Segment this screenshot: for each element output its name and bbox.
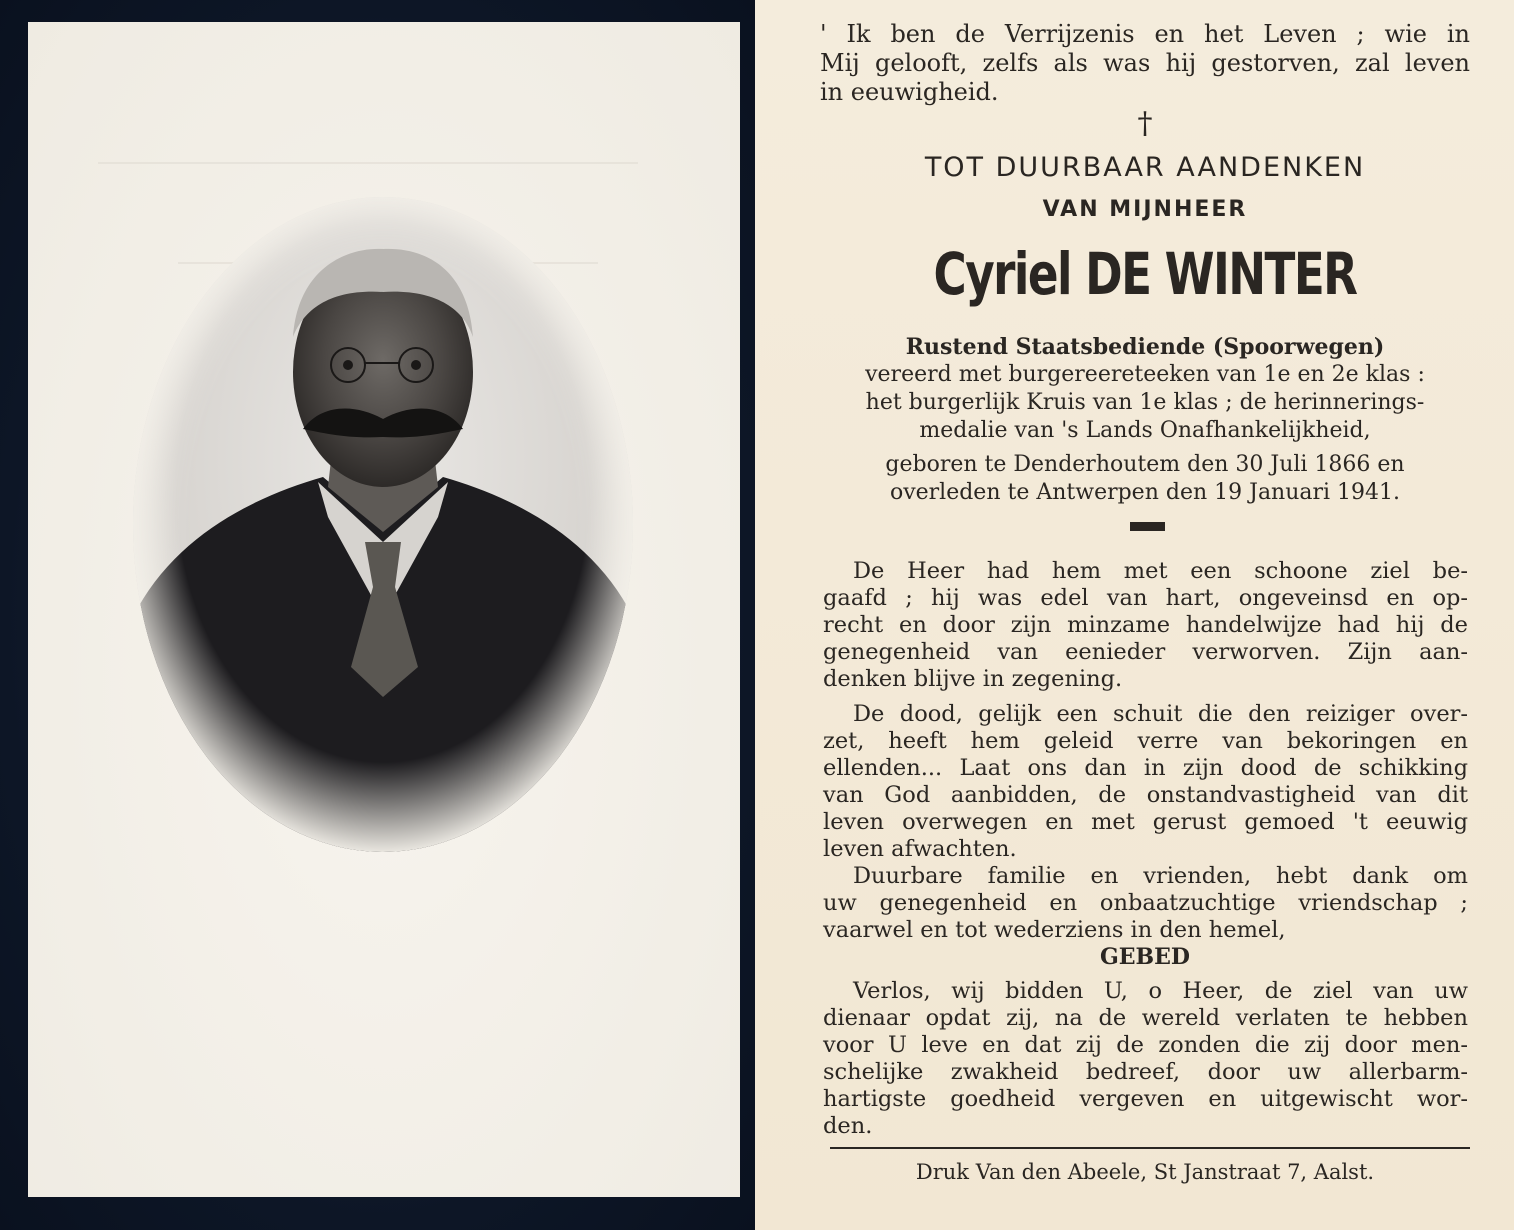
scripture-verse-line: ' Ik ben de Verrijzenis en het Leven ; wie in: [820, 20, 1470, 48]
prayer-title: GEBED: [1100, 944, 1190, 970]
honours-line: medalie van 's Lands Onafhankelijkheid,: [919, 418, 1371, 443]
honours-line: het burgerlijk Kruis van 1e klas ; de herinnerings-: [865, 390, 1425, 415]
honours-line: vereerd met burgereereteeken van 1e en 2e klas :: [865, 362, 1425, 387]
reflection-line: zet, heeft hem geleid verre van bekoringen en: [823, 728, 1468, 754]
reflection-line: van God aanbidden, de onstandvastigheid van dit: [823, 782, 1468, 808]
reflection-line: leven overwegen en met gerust gemoed 't eeuwig: [823, 809, 1468, 835]
scripture-verse-line: in eeuwigheid.: [820, 78, 999, 106]
show-through-line: [98, 162, 638, 164]
portrait-illustration: [133, 197, 633, 852]
tribute-line: recht en door zijn minzame handelwijze had hij de: [823, 612, 1468, 638]
portrait-photo: [133, 197, 633, 852]
deceased-name: Cyriel DE WINTER: [933, 240, 1357, 308]
farewell-line: Duurbare familie en vrienden, hebt dank om: [853, 863, 1468, 889]
reflection-line: ellenden... Laat ons dan in zijn dood de schikking: [823, 755, 1468, 781]
birth-line: geboren te Denderhoutem den 30 Juli 1866 en: [885, 452, 1405, 477]
prayer-line: dienaar opdat zij, na de wereld verlaten te hebben: [823, 1005, 1468, 1031]
printer-credit: Druk Van den Abeele, St Janstraat 7, Aalst.: [915, 1160, 1375, 1184]
memorial-text-card: [755, 0, 1514, 1230]
prayer-line: schelijke zwakheid bedreef, door uw allerbarm-: [823, 1059, 1468, 1085]
farewell-line: uw genegenheid en onbaatzuchtige vriendschap ;: [823, 890, 1468, 916]
prayer-line: den.: [823, 1113, 873, 1139]
photo-card: [28, 22, 740, 1197]
tribute-line: denken blijve in zegening.: [823, 666, 1123, 692]
prayer-line: Verlos, wij bidden U, o Heer, de ziel van uw: [853, 978, 1468, 1004]
memorial-heading: TOT DUURBAAR AANDENKEN: [924, 152, 1366, 183]
farewell-line: vaarwel en tot wederziens in den hemel,: [823, 917, 1286, 943]
reflection-line: leven afwachten.: [823, 836, 1017, 862]
prayer-line: voor U leve en dat zij de zonden die zij door men-: [823, 1032, 1468, 1058]
occupation-line: Rustend Staatsbediende (Spoorwegen): [905, 334, 1385, 360]
tribute-line: De Heer had hem met een schoone ziel be-: [853, 558, 1468, 584]
memorial-subheading: VAN MIJNHEER: [1042, 197, 1248, 222]
cross-icon: †: [1137, 106, 1153, 141]
footer-rule: [830, 1147, 1470, 1149]
separator-dash: [1130, 522, 1165, 531]
photo-card-border: [0, 0, 755, 1230]
tribute-line: gaafd ; hij was edel van hart, ongeveinsd en op-: [823, 585, 1468, 611]
tribute-line: genegenheid van eenieder verworven. Zijn aan-: [823, 639, 1468, 665]
death-line: overleden te Antwerpen den 19 Januari 1941.: [889, 480, 1401, 505]
reflection-line: De dood, gelijk een schuit die den reiziger over-: [853, 701, 1468, 727]
scripture-verse-line: Mij gelooft, zelfs als was hij gestorven, zal leven: [820, 49, 1470, 77]
prayer-line: hartigste goedheid vergeven en uitgewischt wor-: [823, 1086, 1468, 1112]
